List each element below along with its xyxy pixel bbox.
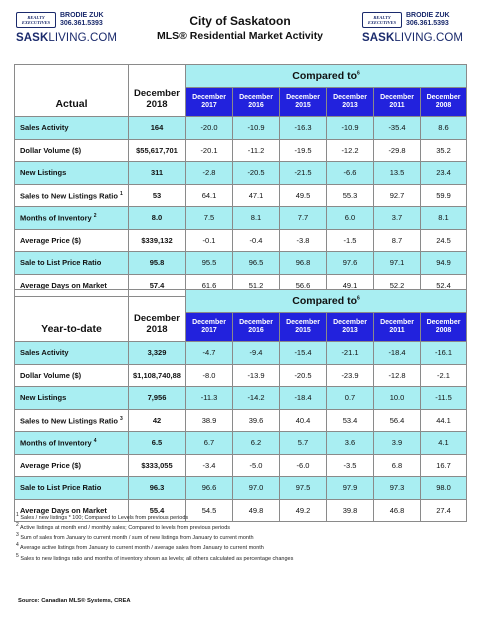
comparison-value: 38.9 — [186, 409, 233, 432]
row-label — [15, 252, 129, 275]
comparison-value: 39.6 — [233, 409, 280, 432]
comparison-value: -5.0 — [233, 454, 280, 477]
agent-name: BRODIE ZUK — [406, 12, 450, 19]
row-label-text: Average Price ($) — [20, 460, 82, 470]
current-value: 55.4 — [129, 499, 186, 522]
compared-label: Compared to — [292, 70, 357, 82]
row-label-text: Average Days on Market — [20, 505, 107, 515]
current-value: 96.3 — [129, 477, 186, 500]
comparison-value: -35.4 — [374, 117, 421, 140]
row-label — [15, 229, 129, 252]
current-year: 2018 — [146, 99, 168, 110]
comparison-value: -10.9 — [233, 117, 280, 140]
table-row — [15, 364, 467, 387]
period-header — [233, 313, 280, 342]
compared-to-header — [186, 65, 467, 88]
footnote-text: Sales to new listings ratio and months of inventory shown as levels; all others calculated as percentage changes — [20, 555, 294, 562]
comparison-value: 98.0 — [421, 477, 467, 500]
current-year: 2018 — [146, 324, 168, 335]
row-label-text: New Listings — [20, 168, 67, 178]
agent-info — [406, 12, 450, 28]
comparison-value: -16.3 — [280, 117, 327, 140]
comparison-value: 5.7 — [280, 432, 327, 455]
footnotes — [16, 512, 293, 563]
comparison-value: 56.6 — [280, 274, 327, 297]
period-month: December — [192, 319, 226, 326]
footnote-text: Sum of sales from January to current month / sum of new listings from January to current month — [20, 535, 254, 542]
current-value: 7,956 — [129, 387, 186, 410]
current-period-header — [129, 65, 186, 117]
footnote — [16, 512, 293, 522]
row-label — [15, 162, 129, 185]
current-value: 95.8 — [129, 252, 186, 275]
row-label — [15, 454, 129, 477]
footnote-text: Active listings at month end / monthly sales; Compared to levels from previous periods — [20, 524, 231, 531]
comparison-value: 52.4 — [421, 274, 467, 297]
period-header — [421, 313, 467, 342]
comparison-value: -10.9 — [327, 117, 374, 140]
comparison-value: 6.0 — [327, 207, 374, 230]
comparison-value: 92.7 — [374, 184, 421, 207]
source-note: Source: Canadian MLS® Systems, CREA — [18, 598, 131, 604]
period-header — [421, 88, 467, 117]
period-year: 2013 — [342, 102, 358, 109]
site-logo: SASKLIVING.COM — [16, 32, 118, 44]
footnote — [16, 542, 293, 552]
period-header — [233, 88, 280, 117]
period-header — [280, 88, 327, 117]
comparison-value: 0.7 — [327, 387, 374, 410]
comparison-value: -3.5 — [327, 454, 374, 477]
row-label-text: New Listings — [20, 393, 67, 403]
comparison-value: 52.2 — [374, 274, 421, 297]
current-value: 311 — [129, 162, 186, 185]
period-month: December — [380, 319, 414, 326]
comparison-value: -20.0 — [186, 117, 233, 140]
table-row — [15, 387, 467, 410]
comparison-value: -20.5 — [280, 364, 327, 387]
footnote-text: Sales / new listings * 100; Compared to Levels from previous periods — [20, 514, 189, 521]
comparison-value: 51.2 — [233, 274, 280, 297]
comparison-value: 13.5 — [374, 162, 421, 185]
table-row — [15, 117, 467, 140]
comparison-value: 94.9 — [421, 252, 467, 275]
comparison-value: 10.0 — [374, 387, 421, 410]
row-label-text: Sales Activity — [20, 123, 69, 133]
section-label: Actual — [15, 65, 129, 117]
comparison-value: -16.1 — [421, 342, 467, 365]
comparison-value: 24.5 — [421, 229, 467, 252]
period-month: December — [239, 319, 273, 326]
footnote-ref: 2 — [93, 213, 97, 219]
row-label — [15, 477, 129, 500]
page-header — [0, 12, 480, 56]
header-row — [15, 65, 467, 88]
comparison-value: 49.2 — [280, 499, 327, 522]
current-value: $339,132 — [129, 229, 186, 252]
comparison-value: 97.6 — [327, 252, 374, 275]
footnote-number: 3 — [16, 532, 19, 539]
comparison-value: -1.5 — [327, 229, 374, 252]
comparison-value: 3.9 — [374, 432, 421, 455]
row-label — [15, 364, 129, 387]
comparison-value: 97.1 — [374, 252, 421, 275]
footnote-number: 5 — [16, 552, 19, 559]
period-header — [186, 88, 233, 117]
comparison-value: 44.1 — [421, 409, 467, 432]
comparison-value: 16.7 — [421, 454, 467, 477]
footnote-ref: 1 — [120, 190, 123, 197]
table-row — [15, 252, 467, 275]
footnote-ref: 6 — [357, 295, 360, 302]
period-month: December — [333, 319, 367, 326]
compared-label: Compared to — [292, 295, 357, 307]
comparison-value: 96.5 — [233, 252, 280, 275]
period-month: December — [286, 94, 320, 101]
period-month: December — [192, 94, 226, 101]
period-header — [327, 313, 374, 342]
agent-phone: 306.361.5393 — [406, 20, 449, 27]
row-label — [15, 409, 129, 432]
comparison-value: -0.1 — [186, 229, 233, 252]
current-value: 42 — [129, 409, 186, 432]
period-month: December — [333, 94, 367, 101]
footnote-ref: 6 — [357, 70, 360, 77]
current-value: 164 — [129, 117, 186, 140]
comparison-value: -18.4 — [280, 387, 327, 410]
row-label — [15, 207, 129, 230]
comparison-value: -20.5 — [233, 162, 280, 185]
comparison-value: -3.8 — [280, 229, 327, 252]
comparison-value: -3.4 — [186, 454, 233, 477]
row-label-text: Months of Inventory — [20, 438, 92, 448]
period-year: 2016 — [248, 327, 264, 334]
comparison-value: 56.4 — [374, 409, 421, 432]
row-label-text: Sales Activity — [20, 348, 69, 358]
footnote — [16, 522, 293, 532]
table-row — [15, 207, 467, 230]
footnote-text: Average active listings from January to current month / average sales from January to current month — [20, 545, 264, 552]
realty-executives-logo: REALTY EXECUTIVES — [362, 12, 402, 28]
comparison-value: -19.5 — [280, 139, 327, 162]
comparison-value: 49.1 — [327, 274, 374, 297]
brand-left — [16, 12, 126, 44]
comparison-value: -20.1 — [186, 139, 233, 162]
period-month: December — [239, 94, 273, 101]
footnote-number: 1 — [16, 512, 19, 518]
table-row — [15, 432, 467, 455]
comparison-value: 47.1 — [233, 184, 280, 207]
period-year: 2008 — [435, 102, 452, 109]
row-label — [15, 342, 129, 365]
row-label-text: Sales to New Listings Ratio — [20, 191, 118, 200]
comparison-value: 6.2 — [233, 432, 280, 455]
period-year: 2015 — [295, 102, 311, 109]
comparison-value: 3.6 — [327, 432, 374, 455]
table-row — [15, 342, 467, 365]
row-label-text: Average Days on Market — [20, 280, 107, 290]
comparison-value: -21.5 — [280, 162, 327, 185]
comparison-value: -11.3 — [186, 387, 233, 410]
comparison-value: 27.4 — [421, 499, 467, 522]
row-label-text: Sales to New Listings Ratio — [20, 416, 118, 425]
row-label — [15, 387, 129, 410]
agent-name: BRODIE ZUK — [60, 12, 104, 19]
table-row — [15, 477, 467, 500]
row-label — [15, 184, 129, 207]
comparison-value: -21.1 — [327, 342, 374, 365]
comparison-value: 23.4 — [421, 162, 467, 185]
comparison-value: 8.6 — [421, 117, 467, 140]
footnote — [16, 553, 293, 563]
period-month: December — [426, 94, 461, 101]
table-row — [15, 454, 467, 477]
comparison-value: 59.9 — [421, 184, 467, 207]
period-year: 2013 — [342, 327, 358, 334]
footnote-ref: 3 — [120, 415, 123, 422]
realty-executives-logo: REALTY EXECUTIVES — [16, 12, 56, 28]
table-row — [15, 162, 467, 185]
comparison-value: 96.6 — [186, 477, 233, 500]
site-logo: SASKLIVING.COM — [362, 32, 464, 44]
agent-info — [60, 12, 104, 28]
comparison-value: 49.8 — [233, 499, 280, 522]
agent-phone: 306.361.5393 — [60, 20, 103, 27]
table-row — [15, 139, 467, 162]
comparison-value: 49.5 — [280, 184, 327, 207]
row-label — [15, 139, 129, 162]
row-label-text: Average Price ($) — [20, 235, 82, 245]
period-month: December — [426, 319, 461, 326]
current-month: December — [134, 88, 180, 99]
actual-table — [14, 64, 467, 297]
period-header — [186, 313, 233, 342]
comparison-value: -6.0 — [280, 454, 327, 477]
period-month: December — [286, 319, 320, 326]
comparison-value: -11.5 — [421, 387, 467, 410]
row-label-text: Months of Inventory — [20, 213, 92, 223]
period-year: 2017 — [201, 327, 217, 334]
comparison-value: 97.3 — [374, 477, 421, 500]
period-header — [374, 88, 421, 117]
row-label-text: Dollar Volume ($) — [20, 370, 82, 380]
row-label — [15, 117, 129, 140]
comparison-value: -2.1 — [421, 364, 467, 387]
comparison-value: -9.4 — [233, 342, 280, 365]
footnote-number: 4 — [16, 542, 19, 549]
page-title: City of Saskatoon — [189, 14, 291, 28]
comparison-value: -11.2 — [233, 139, 280, 162]
current-value: 3,329 — [129, 342, 186, 365]
title-block — [130, 14, 350, 42]
row-label-text: Sale to List Price Ratio — [20, 258, 102, 268]
comparison-value: 53.4 — [327, 409, 374, 432]
comparison-value: 61.6 — [186, 274, 233, 297]
comparison-value: -13.9 — [233, 364, 280, 387]
current-value: $55,617,701 — [129, 139, 186, 162]
row-label-text: Dollar Volume ($) — [20, 145, 82, 155]
comparison-value: 40.4 — [280, 409, 327, 432]
comparison-value: -2.8 — [186, 162, 233, 185]
period-header — [280, 313, 327, 342]
comparison-value: 97.0 — [233, 477, 280, 500]
comparison-value: 97.9 — [327, 477, 374, 500]
current-value: 8.0 — [129, 207, 186, 230]
current-month: December — [134, 313, 180, 324]
period-month: December — [380, 94, 414, 101]
comparison-value: -6.6 — [327, 162, 374, 185]
period-year: 2008 — [435, 327, 452, 334]
comparison-value: 6.7 — [186, 432, 233, 455]
comparison-value: -29.8 — [374, 139, 421, 162]
comparison-value: 97.5 — [280, 477, 327, 500]
comparison-value: 6.8 — [374, 454, 421, 477]
comparison-value: 8.1 — [421, 207, 467, 230]
current-value: 6.5 — [129, 432, 186, 455]
comparison-value: -4.7 — [186, 342, 233, 365]
comparison-value: 95.5 — [186, 252, 233, 275]
period-year: 2011 — [389, 102, 405, 109]
page-subtitle: MLS® Residential Market Activity — [156, 30, 324, 42]
comparison-value: -0.4 — [233, 229, 280, 252]
period-year: 2011 — [389, 327, 405, 334]
row-label — [15, 432, 129, 455]
comparison-value: 54.5 — [186, 499, 233, 522]
comparison-value: -15.4 — [280, 342, 327, 365]
table-row — [15, 409, 467, 432]
section-label: Year-to-date — [15, 290, 129, 342]
comparison-value: -18.4 — [374, 342, 421, 365]
comparison-value: -8.0 — [186, 364, 233, 387]
comparison-value: 7.5 — [186, 207, 233, 230]
period-year: 2017 — [201, 102, 217, 109]
comparison-value: 8.7 — [374, 229, 421, 252]
comparison-value: 46.8 — [374, 499, 421, 522]
header-row — [15, 290, 467, 313]
footnote-number: 2 — [16, 522, 19, 529]
period-header — [374, 313, 421, 342]
comparison-value: 3.7 — [374, 207, 421, 230]
comparison-value: 4.1 — [421, 432, 467, 455]
comparison-value: -14.2 — [233, 387, 280, 410]
footnote — [16, 532, 293, 542]
comparison-value: 39.8 — [327, 499, 374, 522]
comparison-value: 35.2 — [421, 139, 467, 162]
period-year: 2015 — [295, 327, 311, 334]
comparison-value: 96.8 — [280, 252, 327, 275]
comparison-value: -12.8 — [374, 364, 421, 387]
current-value: 57.4 — [129, 274, 186, 297]
current-value: $1,108,740,88 — [129, 364, 186, 387]
period-header — [327, 88, 374, 117]
comparison-value: 8.1 — [233, 207, 280, 230]
row-label-text: Sale to List Price Ratio — [20, 483, 102, 493]
comparison-value: 7.7 — [280, 207, 327, 230]
ytd-table — [14, 289, 467, 522]
current-period-header — [129, 290, 186, 342]
compared-to-header — [186, 290, 467, 313]
comparison-value: -23.9 — [327, 364, 374, 387]
comparison-value: -12.2 — [327, 139, 374, 162]
table-row — [15, 229, 467, 252]
brand-right — [362, 12, 472, 44]
comparison-value: 55.3 — [327, 184, 374, 207]
current-value: 53 — [129, 184, 186, 207]
table-row — [15, 184, 467, 207]
comparison-value: 64.1 — [186, 184, 233, 207]
current-value: $333,055 — [129, 454, 186, 477]
footnote-ref: 4 — [93, 438, 97, 444]
period-year: 2016 — [248, 102, 264, 109]
